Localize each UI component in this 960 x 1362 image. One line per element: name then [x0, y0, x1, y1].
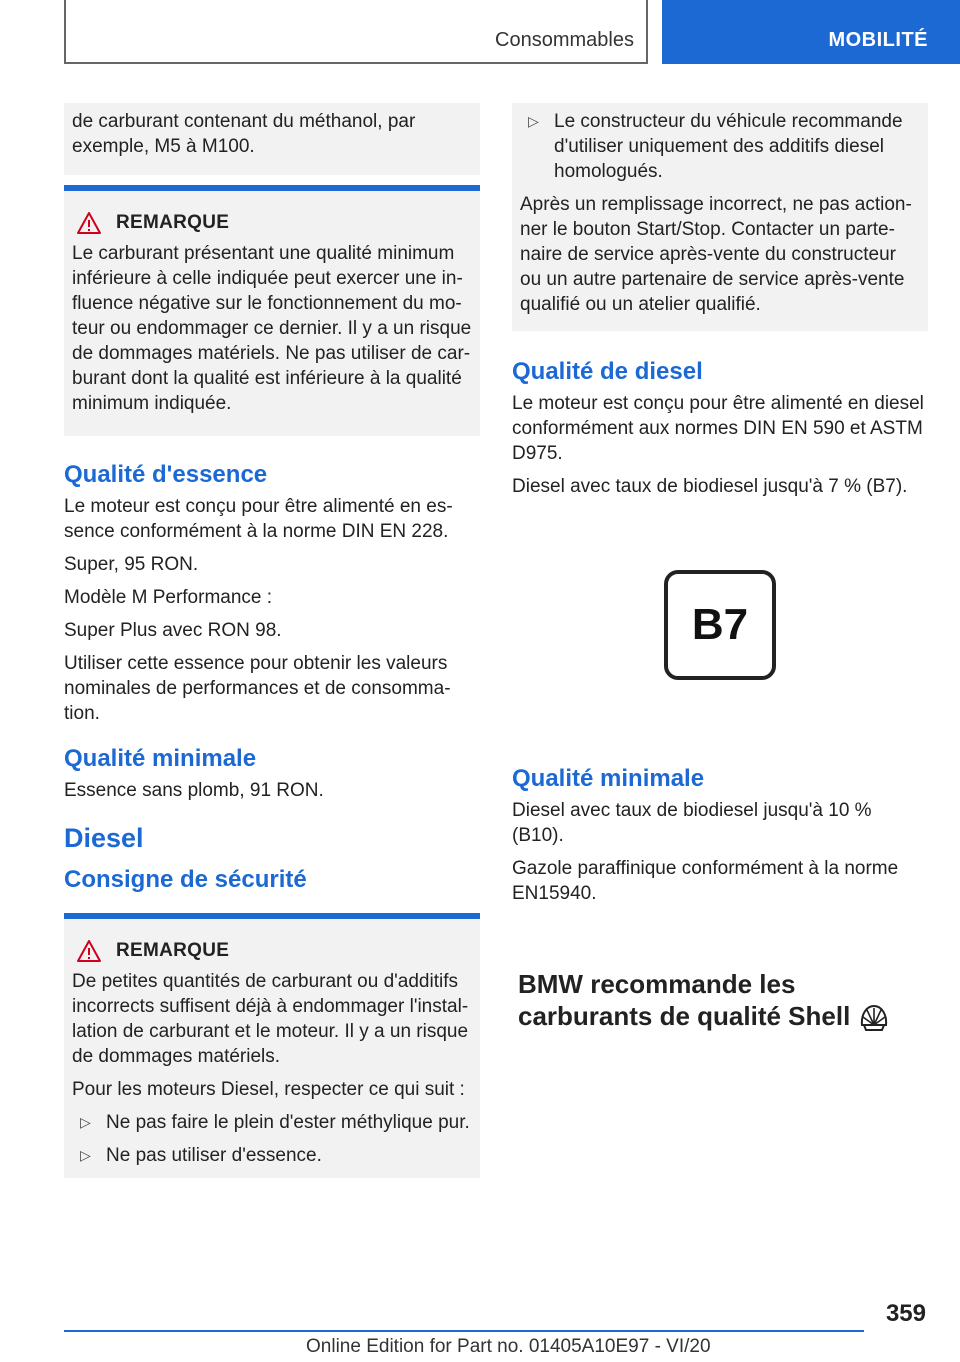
notice-box-1 [64, 185, 480, 436]
right-column [512, 103, 928, 507]
minimum-quality-heading: Qualité minimale [64, 745, 257, 772]
diesel-minimum-quality-paragraph-1: Diesel avec taux de biodiesel jusqu'à 10 % (B10). [512, 800, 872, 846]
notice-text: Le carburant présentant une qualité minimum inférieure à celle indiquée peut exercer une influence négative sur le fonctionnement du moteur ou endommager ce dernier. Il y a un risque de dommages matériels. Ne pas utiliser de carburant dont la qualité est inférieure à la qualité minimum indiquée. [72, 243, 472, 414]
notice-text-1: De petites quantités de carburant ou d'additifs incorrects suffisent déjà à endommager l'installation de carburant et le moteur. Il y a un risque de dommages matériels. [72, 971, 469, 1067]
notice-header [72, 939, 472, 963]
essence-paragraph-1: Le moteur est conçu pour être alimenté en essence conformément à la norme DIN EN 228. [64, 496, 453, 542]
footer-divider [64, 1330, 864, 1332]
triangle-bullet-icon: ▷ [80, 1114, 91, 1130]
footer-edition: Online Edition for Part no. 01405A10E97 - VI/20 [306, 1336, 711, 1357]
minimum-quality-text: Essence sans plomb, 91 RON. [64, 780, 324, 801]
shell-recommendation [518, 968, 918, 1033]
safety-heading: Consigne de sécurité [64, 866, 307, 893]
diesel-minimum-quality-paragraph-2: Gazole paraffinique conformément à la norme EN15940. [512, 858, 899, 904]
b7-fuel-label-icon: B7 [664, 570, 776, 680]
shell-line-2: carburants de qualité Shell [518, 1001, 851, 1031]
diesel-heading: Diesel [64, 823, 144, 853]
essence-quality-heading: Qualité d'essence [64, 461, 268, 488]
header-section-tab [64, 0, 648, 64]
left-column [64, 103, 480, 1178]
page-number: 359 [885, 1300, 926, 1327]
notice-title: REMARQUE [116, 212, 230, 233]
essence-paragraph-4: Super Plus avec RON 98. [64, 620, 282, 641]
continued-bullet-list [520, 109, 920, 184]
notice-title: REMARQUE [116, 940, 230, 961]
list-item: ▷ Le constructeur du véhicule recommande d'utiliser uniquement des additifs diesel homologués. [528, 111, 903, 182]
right-min-quality-section [512, 764, 928, 914]
header-chapter-tab [662, 0, 960, 64]
shell-line-1: BMW recommande les [518, 969, 796, 999]
warning-triangle-icon [76, 211, 102, 235]
essence-paragraph-3: Modèle M Performance : [64, 587, 273, 608]
diesel-quality-paragraph-2: Diesel avec taux de biodiesel jusqu'à 7 % (B7). [512, 476, 908, 497]
continued-notice-box [512, 103, 928, 331]
diesel-minimum-quality-heading: Qualité minimale [512, 765, 705, 792]
triangle-bullet-icon: ▷ [80, 1147, 91, 1163]
list-item: ▷ Ne pas utiliser d'essence. [80, 1145, 322, 1166]
notice-box-2 [64, 913, 480, 1178]
essence-paragraph-2: Super, 95 RON. [64, 554, 199, 575]
shell-logo-icon [858, 1003, 890, 1033]
diesel-quality-heading: Qualité de diesel [512, 358, 703, 385]
header-section-title: Consommables [495, 29, 634, 51]
notice-text-2: Pour les moteurs Diesel, respecter ce qui suit : [72, 1079, 465, 1100]
list-item: ▷ Ne pas faire le plein d'ester méthylique pur. [80, 1112, 470, 1133]
intro-text: de carburant contenant du méthanol, par exemple, M5 à M100. [72, 111, 416, 157]
continued-notice-text: Après un remplissage incorrect, ne pas actionner le bouton Start/Stop. Contacter un partenaire de service après-vente du constructeur ou un autre partenaire de service après-vente qualifié ou un atelier qualifié. [520, 194, 912, 315]
intro-box [64, 103, 480, 175]
triangle-bullet-icon: ▷ [528, 113, 539, 129]
warning-triangle-icon [76, 939, 102, 963]
essence-paragraph-5: Utiliser cette essence pour obtenir les valeurs nominales de performances et de consommation. [64, 653, 451, 724]
notice-header [72, 211, 472, 235]
diesel-quality-paragraph-1: Le moteur est conçu pour être alimenté en diesel conformément aux normes DIN EN 590 et ASTM D975. [512, 393, 924, 464]
notice-bullet-list [72, 1110, 472, 1168]
header-chapter-title: MOBILITÉ [828, 29, 928, 51]
